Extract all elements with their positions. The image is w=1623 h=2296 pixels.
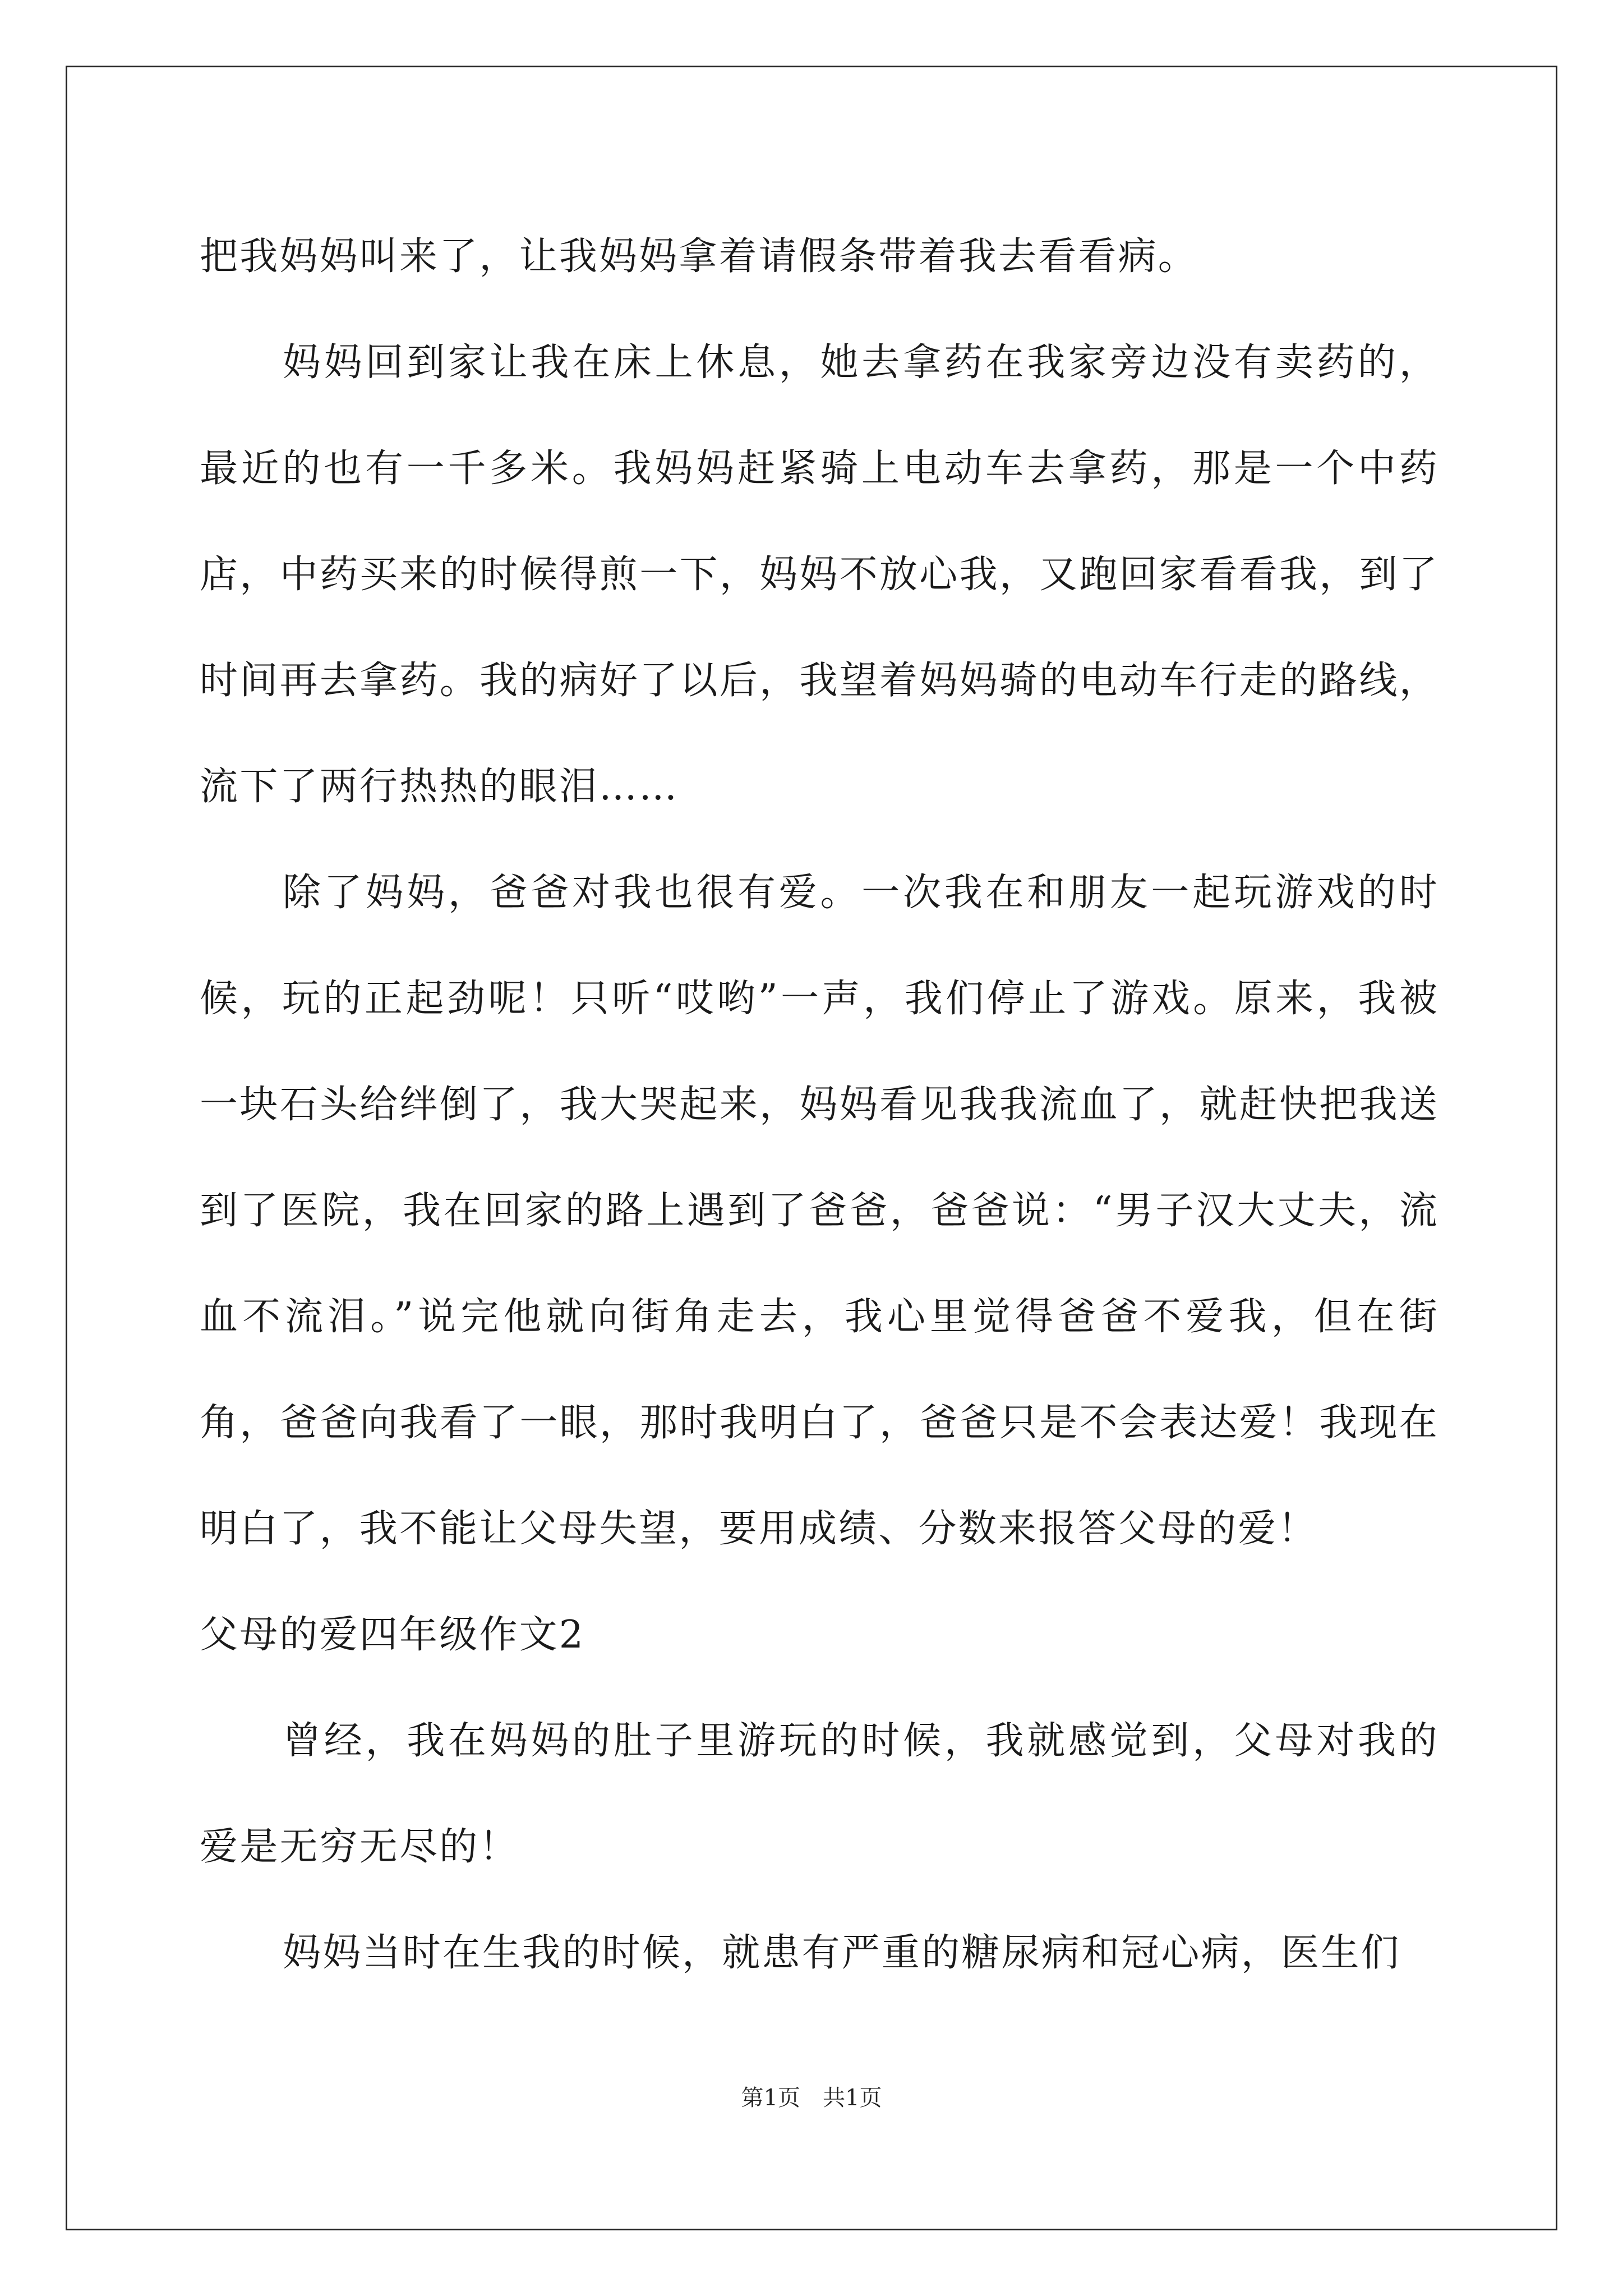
document-body (200, 204, 1439, 2006)
paragraph-3: 除了妈妈，爸爸对我也很有爱。一次我在和朋友一起玩游戏的时候，玩的正起劲呢！只听“哎哟”一声，我们停止了游戏。原来，我被一块石头给绊倒了，我大哭起来，妈妈看见我我流血了，就赶快把我送到了医院，我在回家的路上遇到了爸爸，爸爸说：“男子汉大丈夫，流血不流泪。”说完他就向街角走去，我心里觉得爸爸不爱我，但在街角，爸爸向我看了一眼，那时我明白了，爸爸只是不会表达爱！我现在明白了，我不能让父母失望，要用成绩、分数来报答父母的爱！ (200, 871, 1439, 1551)
paragraph-4: 曾经，我在妈妈的肚子里游玩的时候，我就感觉到，父母对我的爱是无穷无尽的！ (200, 1719, 1439, 1869)
page-footer: 第1页 共1页 (741, 2085, 882, 2111)
essay-heading: 父母的爱四年级作文2 (200, 1613, 585, 1657)
paragraph-2: 妈妈回到家让我在床上休息，她去拿药在我家旁边没有卖药的，最近的也有一千多米。我妈妈赶紧骑上电动车去拿药，那是一个中药店，中药买来的时候得煎一下，妈妈不放心我，又跑回家看看我，到了时间再去拿药。我的病好了以后，我望着妈妈骑的电动车行走的路线，流下了两行热热的眼泪…… (200, 341, 1439, 809)
paragraph-1: 把我妈妈叫来了，让我妈妈拿着请假条带着我去看看病。 (200, 234, 1198, 279)
paragraph-5: 妈妈当时在生我的时候，就患有严重的糖尿病和冠心病，医生们 (283, 1931, 1401, 1975)
